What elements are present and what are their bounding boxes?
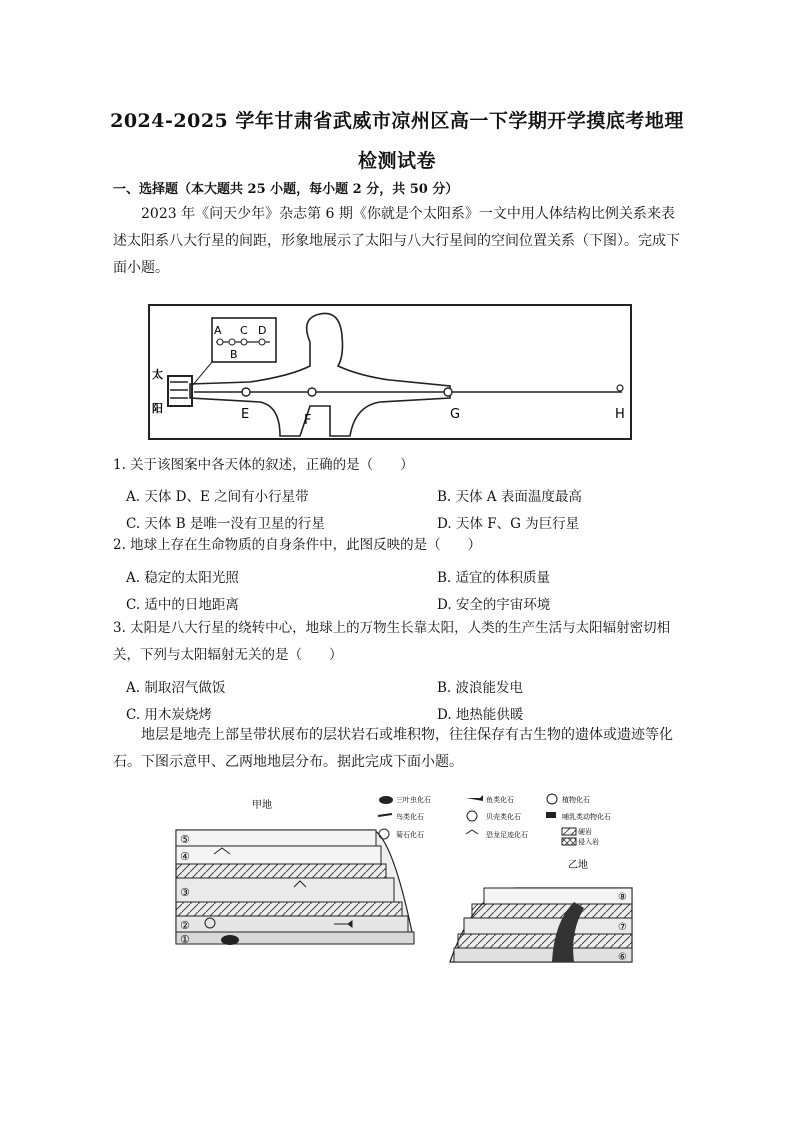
strata-figure — [174, 792, 654, 964]
planet-b — [229, 339, 235, 345]
legend-9: 硬岩 — [578, 828, 592, 836]
trilobite-fossil-mark — [221, 935, 239, 945]
site-jia-label: 甲地 — [252, 800, 272, 811]
yi-num-6: ⑥ — [618, 952, 627, 963]
exam-title-line1: 2024-2025 学年甘肃省武威市凉州区高一下学期开学摸底考地理 — [110, 110, 684, 132]
exam-title-line2: 检测试卷 — [357, 150, 436, 172]
passage-2: 地层是地壳上部呈带状展布的层状岩石或堆积物，往往保存有古生物的遗体或遗迹等化石。下图示意甲、乙两地地层分布。据此完成下面小题。 — [113, 727, 673, 770]
q3-option-d[interactable]: D. 地热能供暖 — [437, 707, 524, 723]
q3-option-c[interactable]: C. 用木炭烧烤 — [126, 707, 212, 723]
question-1-stem: 1. 关于该图案中各天体的叙述，正确的是（ ） — [113, 457, 414, 473]
jia-num-2: ② — [180, 919, 190, 932]
solar-system-drawing — [150, 306, 630, 438]
label-h: H — [615, 407, 625, 422]
jia-num-1: ① — [180, 933, 190, 946]
fist-fingers — [170, 382, 188, 398]
planet-e — [242, 388, 250, 396]
legend-2: 鱼类化石 — [486, 796, 514, 804]
planet-d — [259, 339, 265, 345]
planet-g — [444, 388, 452, 396]
yi-num-8: ⑧ — [618, 892, 627, 903]
legend — [378, 794, 611, 846]
planet-h — [617, 385, 623, 391]
solar-system-figure — [148, 304, 632, 440]
planet-c — [241, 339, 247, 345]
legend-10: 侵入岩 — [578, 838, 599, 846]
label-e: E — [241, 407, 250, 422]
label-b: B — [230, 348, 238, 361]
label-d: D — [258, 324, 267, 337]
yi-hard-rock-2 — [458, 934, 632, 948]
planet-f — [308, 388, 316, 396]
q3-option-b[interactable]: B. 波浪能发电 — [437, 680, 524, 696]
legend-1: 三叶虫化石 — [396, 796, 431, 804]
legend-4: 鸟类化石 — [396, 813, 424, 821]
sun-label-bottom: 阳 — [152, 402, 163, 415]
legend-8: 恐龙足迹化石 — [486, 831, 528, 839]
yi-layer-7 — [464, 918, 632, 934]
site-yi-label: 乙地 — [568, 860, 588, 871]
q1-option-d[interactable]: D. 天体 F、G 为巨行星 — [437, 516, 580, 532]
jia-num-4: ④ — [180, 850, 190, 863]
q2-option-d[interactable]: D. 安全的宇宙环境 — [437, 597, 551, 613]
jia-num-5: ⑤ — [180, 833, 190, 846]
question-2-stem: 2. 地球上存在生命物质的自身条件中，此图反映的是（ ） — [113, 537, 482, 553]
jia-num-3: ③ — [180, 886, 190, 899]
jia-layer-1 — [176, 932, 414, 944]
q2-option-b[interactable]: B. 适宜的体积质量 — [437, 570, 551, 586]
q1-option-a[interactable]: A. 天体 D、E 之间有小行星带 — [126, 489, 309, 505]
q1-option-b[interactable]: B. 天体 A 表面温度最高 — [437, 489, 582, 505]
label-g: G — [450, 407, 461, 422]
jia-layer-3 — [176, 878, 394, 902]
jia-hard-rock-1 — [176, 864, 386, 878]
planet-a — [217, 339, 223, 345]
legend-3: 植物化石 — [562, 796, 590, 804]
question-3-stem: 3. 太阳是八大行星的绕转中心，地球上的万物生长靠太阳，人类的生产生活与太阳辐射密切相关，下列与太阳辐射无关的是（ ） — [113, 620, 671, 663]
section-heading: 一、选择题（本大题共 25 小题，每小题 2 分，共 50 分） — [113, 182, 459, 197]
label-f: F — [304, 413, 312, 428]
sun-fist — [168, 376, 192, 406]
passage-1: 2023 年《问天少年》杂志第 6 期《你就是个太阳系》一文中用人体结构比例关系来表述太阳系八大行星的间距，形象地展示了太阳与八大行星间的空间位置关系（下图）。完成下面小题。 — [113, 206, 680, 276]
q1-option-c[interactable]: C. 天体 B 是唯一没有卫星的行星 — [126, 516, 325, 532]
label-a: A — [214, 324, 222, 337]
jia-layer-4 — [176, 846, 381, 864]
label-c: C — [240, 324, 248, 337]
legend-7: 菊石化石 — [396, 831, 424, 839]
yi-num-7: ⑦ — [618, 922, 627, 933]
q2-option-c[interactable]: C. 适中的日地距离 — [126, 597, 239, 613]
yi-layer-8 — [484, 888, 632, 904]
sun-label-top: 太 — [152, 368, 163, 381]
legend-5: 贝壳类化石 — [486, 813, 521, 821]
jia-layer-5 — [176, 830, 376, 846]
legend-6: 哺乳类动物化石 — [562, 813, 611, 821]
q2-option-a[interactable]: A. 稳定的太阳光照 — [126, 570, 239, 586]
yi-layer-6 — [454, 948, 632, 962]
q3-option-a[interactable]: A. 制取沼气做饭 — [126, 680, 226, 696]
jia-hard-rock-2 — [176, 902, 402, 916]
yi-hard-rock — [472, 904, 632, 918]
